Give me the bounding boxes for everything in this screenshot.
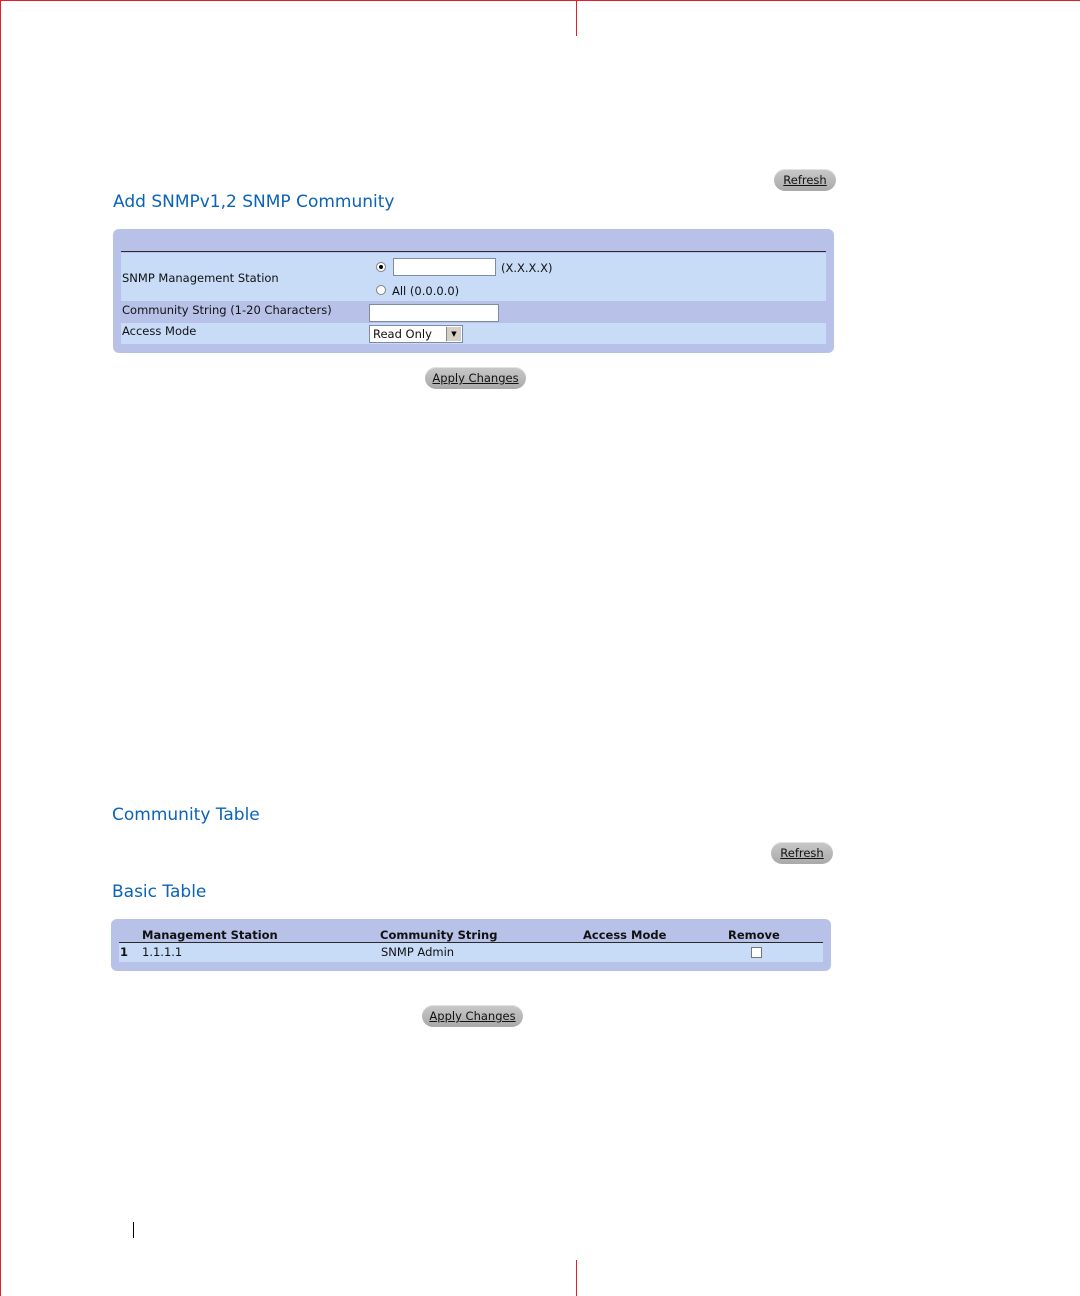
row-access-mode [121,323,826,344]
cell-management-station: 1.1.1.1 [142,945,183,959]
crop-line-top [0,0,1080,1]
col-header-community-string: Community String [380,928,498,942]
crop-mark-bottom [576,1260,577,1296]
access-mode-select[interactable] [369,325,463,343]
page-margin-mark [133,1222,134,1238]
ip-format-hint: (X.X.X.X) [501,261,553,275]
community-string-label: Community String (1-20 Characters) [122,303,332,317]
all-stations-radio[interactable] [376,285,386,295]
remove-checkbox[interactable] [751,947,762,958]
access-mode-value: Read Only [373,327,432,341]
community-table-title: Community Table [112,805,260,825]
crop-line-left [0,0,1,1296]
crop-mark-top [576,0,577,36]
row-index: 1 [120,945,129,959]
chevron-down-icon[interactable]: ▼ [446,327,461,341]
col-header-access-mode: Access Mode [583,928,667,942]
all-stations-label: All (0.0.0.0) [392,284,460,298]
management-station-label: SNMP Management Station [122,271,279,285]
community-string-input[interactable] [369,304,499,322]
form-header-divider [121,251,826,252]
ip-address-radio[interactable] [376,262,386,272]
table-refresh-button[interactable]: Refresh [771,842,833,864]
col-header-remove: Remove [728,928,780,942]
access-mode-label: Access Mode [122,324,197,338]
community-table [111,919,831,971]
table-row [119,943,823,962]
basic-table-title: Basic Table [112,882,207,902]
apply-changes-button[interactable]: Apply Changes [425,367,526,389]
cell-community-string: SNMP Admin [381,945,455,959]
table-apply-changes-button[interactable]: Apply Changes [422,1005,523,1027]
col-header-management-station: Management Station [142,928,278,942]
add-community-form [113,229,834,353]
refresh-button[interactable]: Refresh [774,169,836,191]
ip-address-input[interactable] [393,258,496,276]
add-community-title: Add SNMPv1,2 SNMP Community [113,192,395,212]
